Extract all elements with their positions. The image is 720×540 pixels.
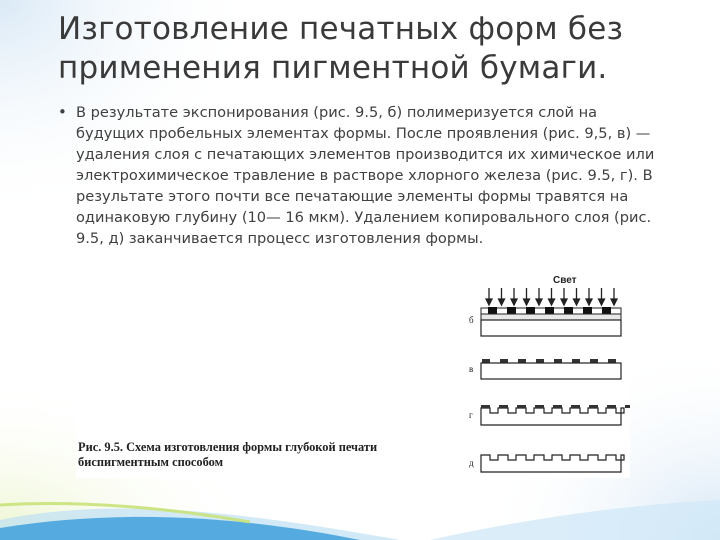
bullet-marker: • — [58, 103, 67, 121]
panel-label-b: б — [469, 315, 474, 325]
bullet-text: В результате экспонирования (рис. 9.5, б) полимеризуется слой на будущих пробельных элементах формы. После проявления (рис. 9,5, в) — удаления слоя с печатающих элементов производится их химическое или электрохимическое травление в растворе хлорного железа (рис. 9.5, г). В результате этого почти все печатающие элементы формы травятся на одинаковую глубину (10— 16 мкм). Удалением копировального слоя (рис. 9.5, д) заканчивается процесс изготовления формы. — [76, 104, 655, 247]
panel-b — [469, 307, 621, 336]
panel-label-g: г — [469, 410, 473, 420]
panel-d — [469, 455, 624, 472]
panel-g — [469, 405, 630, 425]
bullet-item — [58, 102, 668, 249]
light-arrows — [486, 288, 617, 305]
figure-caption: Рис. 9.5. Схема изготовления формы глубокой печати биспигментным способом — [78, 440, 378, 469]
slide-title: Изготовление печатных форм без применения пигментной бумаги. — [58, 11, 624, 86]
panel-label-v: в — [469, 364, 474, 374]
panel-v — [469, 359, 621, 379]
light-label: Свет — [553, 275, 577, 286]
panel-label-d: д — [469, 458, 474, 468]
